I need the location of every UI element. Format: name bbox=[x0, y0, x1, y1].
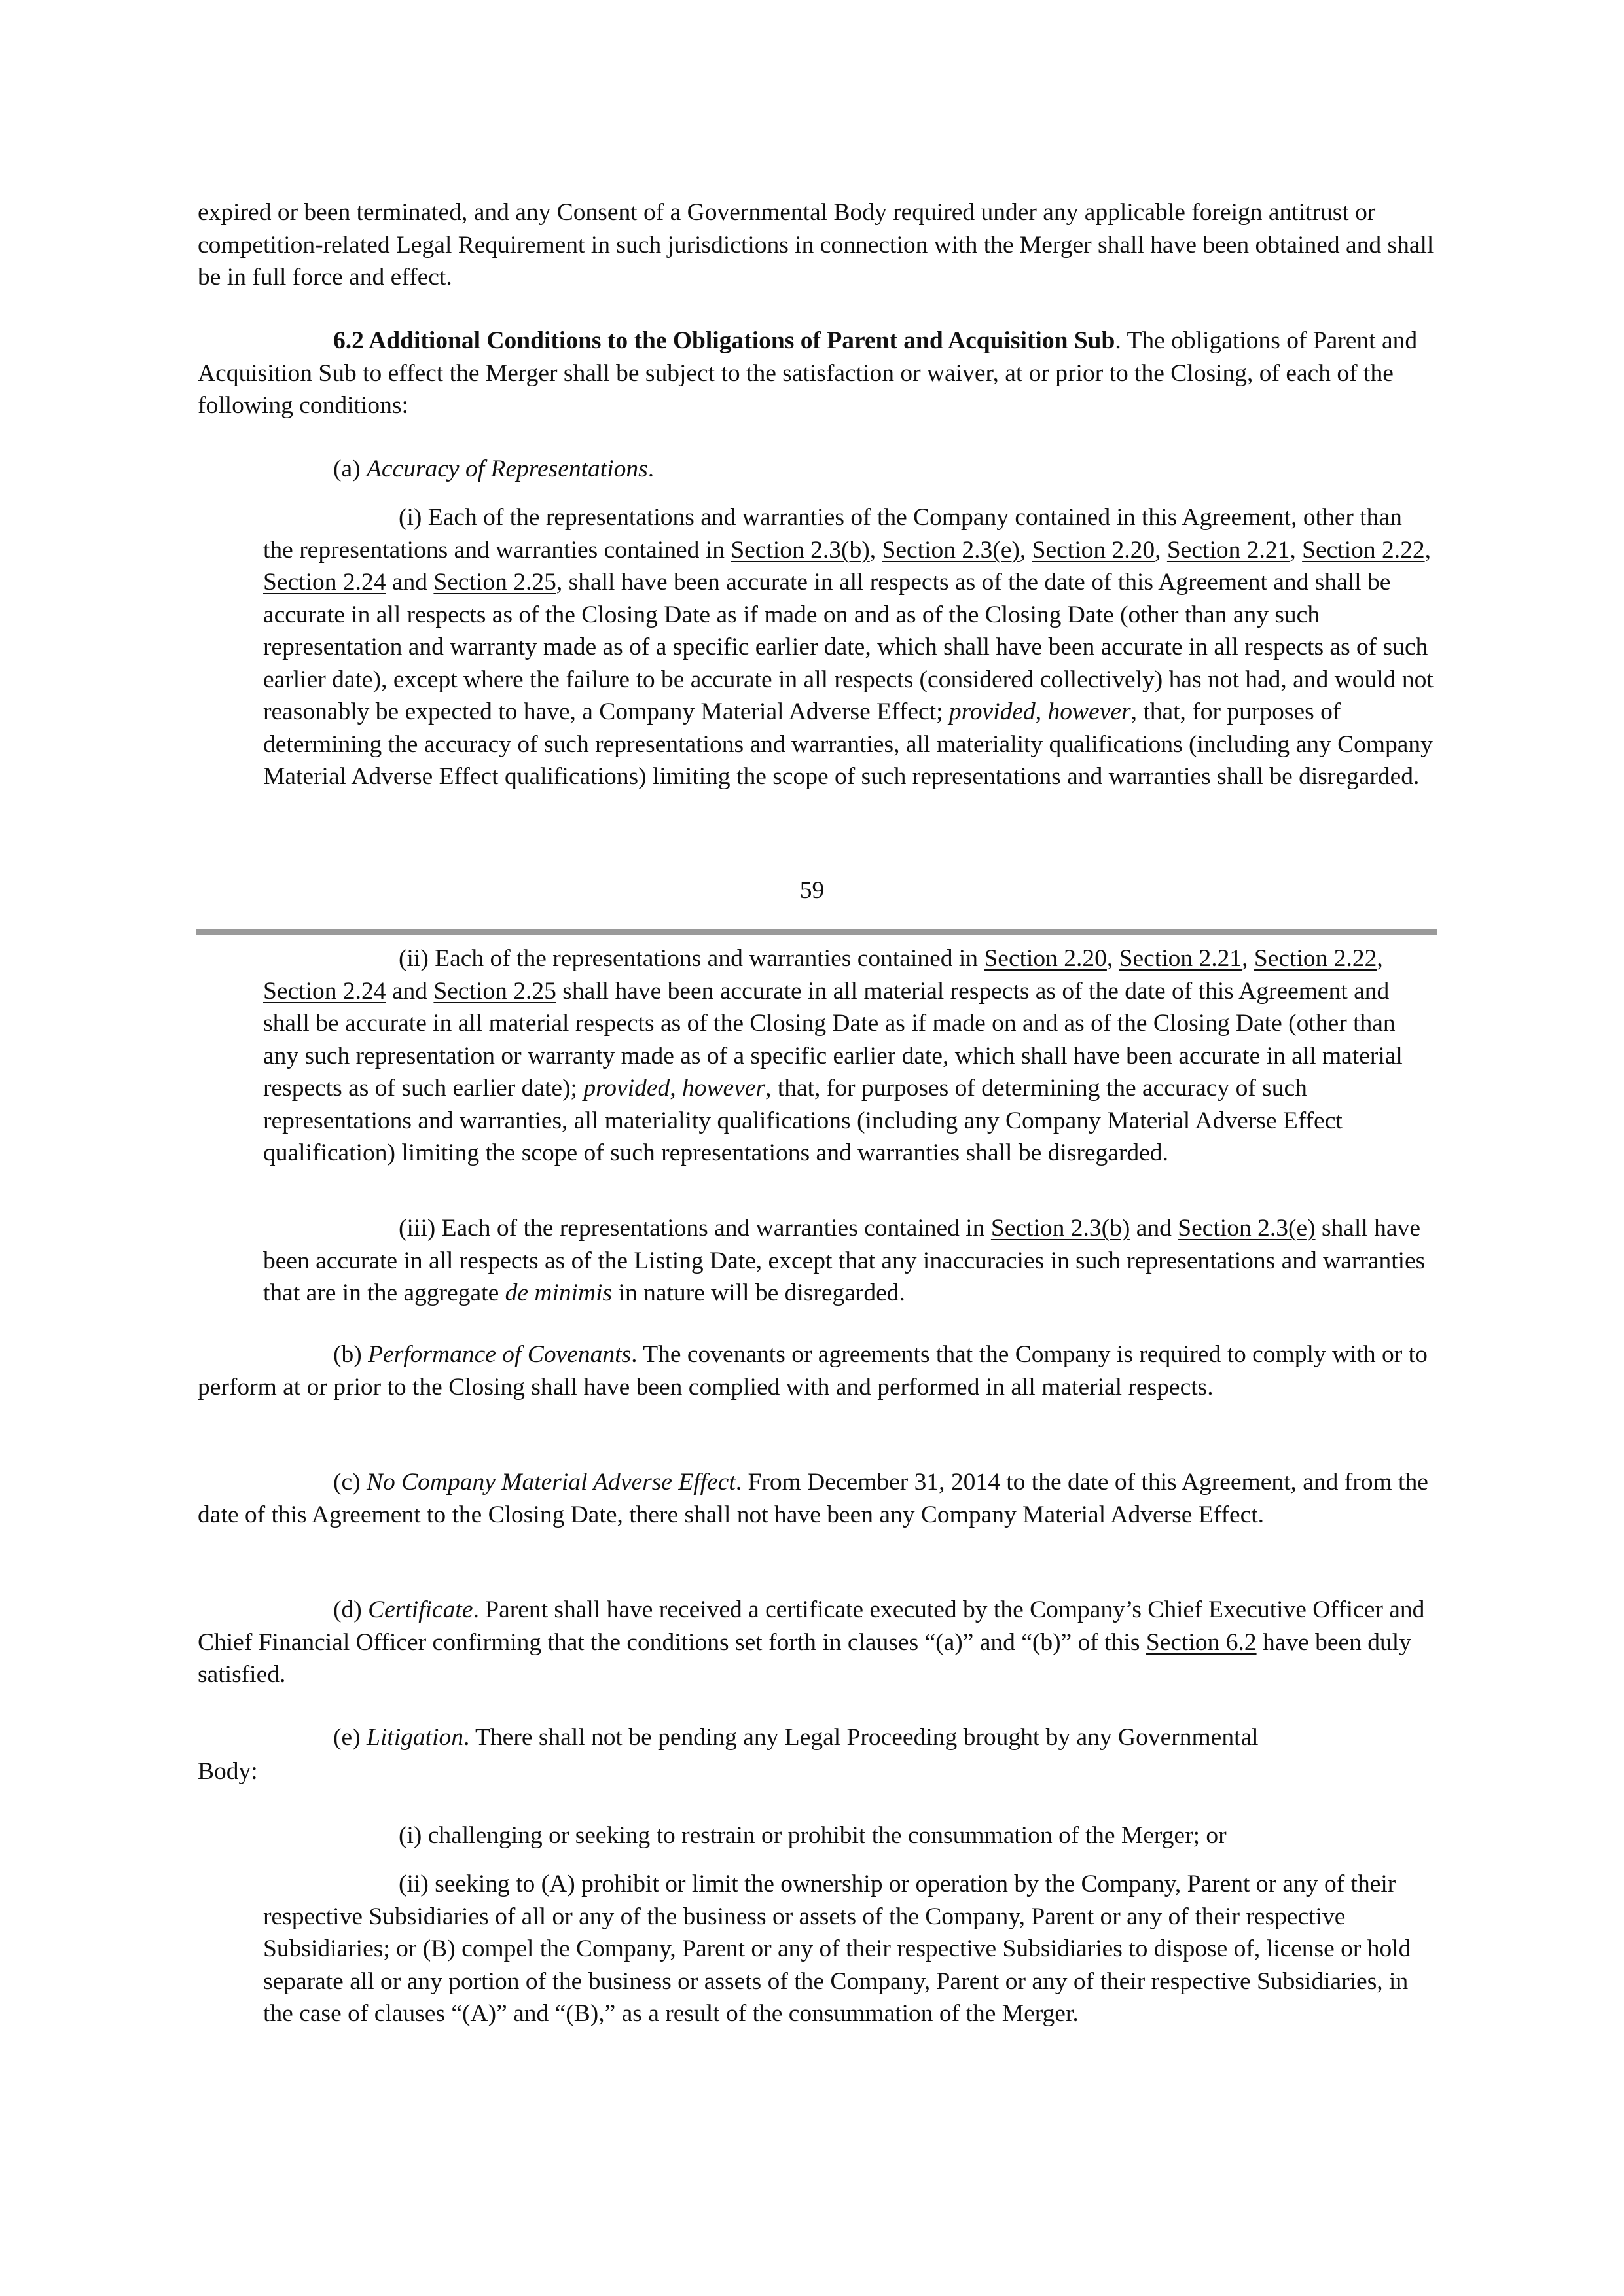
comma: , bbox=[1155, 536, 1167, 564]
clause-e-label: (e) bbox=[333, 1724, 367, 1751]
clause-e-ii-paragraph: (ii) seeking to (A) prohibit or limit the ownership or operation by the Company, Parent or any of their respective Subsidiaries of all or any of the business or assets of the Company, Parent or any of their respective Subsidiaries; or (B) compel the Company, Parent or any of their respective Subsidiaries to dispose of, license or hold separate all or any portion of the business or assets of the Company, Parent or any of their respective Subsidiaries, in the case of clauses “(A)” and “(B),” as a result of the consummation of the Merger. bbox=[263, 1871, 1411, 2027]
page-number: 59 bbox=[799, 877, 825, 904]
section-ref-2-24[interactable]: Section 2.24 bbox=[263, 569, 386, 596]
comma: , bbox=[1424, 536, 1431, 564]
clause-d-paragraph bbox=[198, 1594, 1436, 1691]
section-ref-2-22[interactable]: Section 2.22 bbox=[1254, 945, 1377, 972]
clause-e-body-continuation: Body: bbox=[198, 1758, 258, 1785]
clause-b-title: Performance of Covenants bbox=[368, 1341, 632, 1368]
conjunction: and bbox=[1130, 1215, 1178, 1242]
clause-a-heading bbox=[198, 453, 1436, 486]
clause-b-paragraph bbox=[198, 1338, 1436, 1403]
comma: , bbox=[670, 1075, 683, 1102]
section-ref-2-24[interactable]: Section 2.24 bbox=[263, 977, 386, 1005]
section-ref-2-20[interactable]: Section 2.20 bbox=[984, 945, 1107, 972]
section-ref-2-21[interactable]: Section 2.21 bbox=[1166, 536, 1290, 564]
comma: , bbox=[869, 536, 882, 564]
page-divider bbox=[196, 929, 1437, 935]
conjunction: and bbox=[386, 569, 434, 596]
section-ref-2-3e[interactable]: Section 2.3(e) bbox=[882, 536, 1020, 564]
comma: , bbox=[1290, 536, 1303, 564]
provided-italic: provided bbox=[583, 1075, 670, 1102]
clause-a-iii-text-2: shall have been accurate in all respects as of the Listing Date, except that any inaccuracies in such representations and warranties that are in the aggregate bbox=[263, 1215, 1426, 1306]
clause-a-i-paragraph bbox=[263, 501, 1436, 793]
clause-b-body: . The covenants or agreements that the Company is required to comply with or to perform at or prior to the Closing shall have been complied with and performed in all material respects. bbox=[198, 1341, 1428, 1401]
clause-a-dot: . bbox=[647, 456, 655, 482]
clause-a-title: Accuracy of Representations bbox=[367, 456, 648, 482]
section-ref-2-3b[interactable]: Section 2.3(b) bbox=[990, 1215, 1130, 1242]
comma: , bbox=[1035, 698, 1048, 725]
clause-e-i-paragraph: (i) challenging or seeking to restrain or prohibit the consummation of the Merger; or bbox=[399, 1822, 1227, 1849]
section-ref-2-3b[interactable]: Section 2.3(b) bbox=[731, 536, 870, 564]
section-ref-2-25[interactable]: Section 2.25 bbox=[433, 977, 556, 1005]
clause-e-paragraph bbox=[198, 1721, 1436, 1754]
section-ref-2-21[interactable]: Section 2.21 bbox=[1119, 945, 1242, 972]
clause-a-i-text-3: , that, for purposes of determining the accuracy of such representations and warranties, all materiality qualifications (including any Company Material Adverse Effect qualifications) limiting the scope of such representations and warranties shall be disregarded. bbox=[263, 698, 1433, 790]
section-6-2-heading: 6.2 Additional Conditions to the Obligations of Parent and Acquisition Sub bbox=[333, 327, 1115, 354]
clause-b-label: (b) bbox=[333, 1341, 369, 1368]
section-6-2-paragraph bbox=[198, 325, 1436, 422]
clause-d-title: Certificate bbox=[368, 1596, 473, 1623]
comma: , bbox=[1242, 945, 1254, 972]
clause-a-iii-text-1: (iii) Each of the representations and warranties contained in bbox=[399, 1215, 991, 1242]
clause-d-tail: have been duly satisfied. bbox=[198, 1628, 1411, 1688]
section-ref-2-25[interactable]: Section 2.25 bbox=[433, 569, 556, 596]
comma: , bbox=[1019, 536, 1032, 564]
clause-c-label: (c) bbox=[333, 1469, 367, 1496]
section-ref-2-22[interactable]: Section 2.22 bbox=[1302, 536, 1425, 564]
section-ref-2-20[interactable]: Section 2.20 bbox=[1032, 536, 1155, 564]
clause-d-label: (d) bbox=[333, 1596, 369, 1623]
clause-c-paragraph bbox=[198, 1466, 1436, 1531]
clause-c-body: . From December 31, 2014 to the date of this Agreement, and from the date of this Agreement to the Closing Date, there shall not have been any Company Material Adverse Effect. bbox=[198, 1469, 1428, 1528]
clause-a-ii-text-2: shall have been accurate in all material respects as of the date of this Agreement and shall be accurate in all material respects as of the Closing Date as if made on and as of the Closing Date (other than any such representation or warranty made as of a specific earlier date, which shall have been accurate in all material respects as of such earlier date); bbox=[263, 977, 1403, 1102]
clause-a-i-text-1: (i) Each of the representations and warranties of the Company contained in this Agreement, other than the representations and warranties contained in bbox=[263, 504, 1402, 564]
clause-e-body: . There shall not be pending any Legal Proceeding brought by any Governmental bbox=[463, 1724, 1259, 1751]
comma: , bbox=[1106, 945, 1119, 972]
comma: , bbox=[1377, 945, 1383, 972]
clause-c-title: No Company Material Adverse Effect bbox=[367, 1469, 736, 1496]
however-italic: however bbox=[682, 1075, 766, 1102]
de-minimis-italic: de minimis bbox=[505, 1280, 613, 1306]
section-6-2-body: . The obligations of Parent and Acquisition Sub to effect the Merger shall be subject to the satisfaction or waiver, at or prior to the Closing, of each of the following conditions: bbox=[198, 327, 1418, 419]
provided-italic: provided bbox=[948, 698, 1036, 725]
clause-a-ii-paragraph bbox=[263, 942, 1436, 1170]
section-ref-6-2[interactable]: Section 6.2 bbox=[1146, 1628, 1257, 1656]
paragraph-continuation: expired or been terminated, and any Consent of a Governmental Body required under any applicable foreign antitrust or competition-related Legal Requirement in such jurisdictions in connection with the Merger shall have been obtained and shall be in full force and effect. bbox=[198, 199, 1434, 291]
clause-e-title: Litigation bbox=[367, 1724, 463, 1751]
however-italic: however bbox=[1047, 698, 1131, 725]
clause-a-label: (a) bbox=[333, 456, 367, 482]
clause-a-ii-text-3: , that, for purposes of determining the accuracy of such representations and warranties, all materiality qualifications (including any Company Material Adverse Effect qualification) limiting the scope of such representations and warranties shall be disregarded. bbox=[263, 1075, 1343, 1166]
clause-a-i-text-2: , shall have been accurate in all respects as of the date of this Agreement and shall be accurate in all respects as of the Closing Date as if made on and as of the Closing Date (other than any such representation and warranty made as of a specific earlier date, which shall have been accurate in all respects as of such earlier date), except where the failure to be accurate in all respects (considered collectively) has not had, and would not reasonably be expected to have, a Company Material Adverse Effect; bbox=[263, 569, 1434, 725]
clause-a-iii-paragraph bbox=[263, 1212, 1436, 1310]
section-ref-2-3e[interactable]: Section 2.3(e) bbox=[1178, 1215, 1316, 1242]
clause-d-body: . Parent shall have received a certificate executed by the Company’s Chief Executive Officer and Chief Financial Officer confirming that the conditions set forth in clauses “(a)” and “(b)” of this bbox=[198, 1596, 1425, 1656]
clause-a-iii-text-3: in nature will be disregarded. bbox=[612, 1280, 905, 1306]
conjunction: and bbox=[386, 977, 434, 1005]
clause-a-ii-text-1: (ii) Each of the representations and warranties contained in bbox=[399, 945, 984, 972]
